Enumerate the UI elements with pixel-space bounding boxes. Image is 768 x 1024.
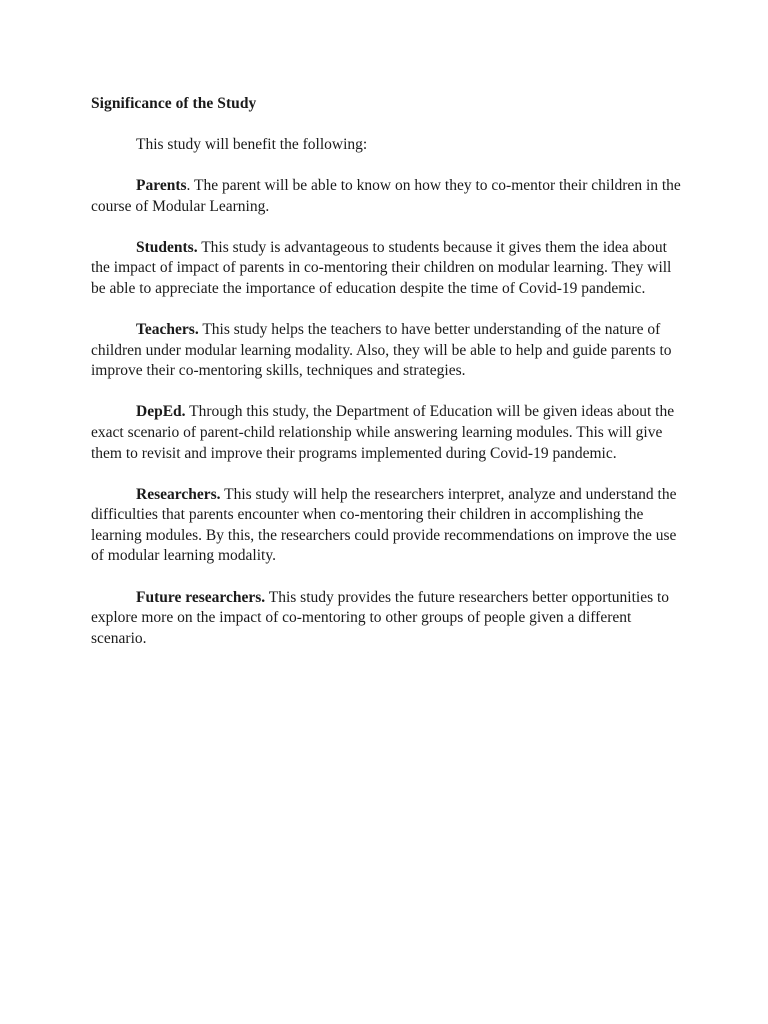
paragraph-future-researchers xyxy=(91,588,681,650)
term-teachers: Teachers. xyxy=(136,321,199,339)
paragraph-students xyxy=(91,238,681,300)
paragraph-teachers xyxy=(91,320,681,382)
section-heading: Significance of the Study xyxy=(91,95,257,112)
intro-paragraph: This study will benefit the following: xyxy=(136,136,368,153)
text-parents: . The parent will be able to know on how they to co-mentor their children in the course of Modular Learning. xyxy=(91,177,681,215)
paragraph-parents xyxy=(91,176,681,217)
term-researchers: Researchers. xyxy=(136,485,221,503)
text-deped: Through this study, the Department of Education will be given ideas about the exact scenario of parent-child relationship while answering learning modules. This will give them to revisit and improve their programs implemented during Covid-19 pandemic. xyxy=(91,403,675,462)
document-page xyxy=(91,94,681,649)
term-students: Students. xyxy=(136,238,198,256)
term-parents: Parents xyxy=(136,177,187,195)
term-future-researchers: Future researchers. xyxy=(136,588,266,606)
term-deped: DepEd. xyxy=(136,403,186,421)
text-researchers: This study will help the researchers interpret, analyze and understand the difficulties that parents encounter when co-mentoring their children in accomplishing the learning modules. By this, the researchers could provide recommendations on improve the use of modular learning modality. xyxy=(91,485,677,565)
paragraph-deped xyxy=(91,402,681,464)
text-teachers: This study helps the teachers to have better understanding of the nature of children under modular learning modality. Also, they will be able to help and guide parents to improve their co-mentoring skills, techniques and strategies. xyxy=(91,321,672,380)
text-future-researchers: This study provides the future researchers better opportunities to explore more on the impact of co-mentoring to other groups of people given a different scenario. xyxy=(91,588,670,647)
paragraph-researchers xyxy=(91,485,681,567)
text-students: This study is advantageous to students because it gives them the idea about the impact of impact of parents in co-mentoring their children on modular learning. They will be able to appreciate the importance of education despite the time of Covid-19 pandemic. xyxy=(91,238,672,297)
